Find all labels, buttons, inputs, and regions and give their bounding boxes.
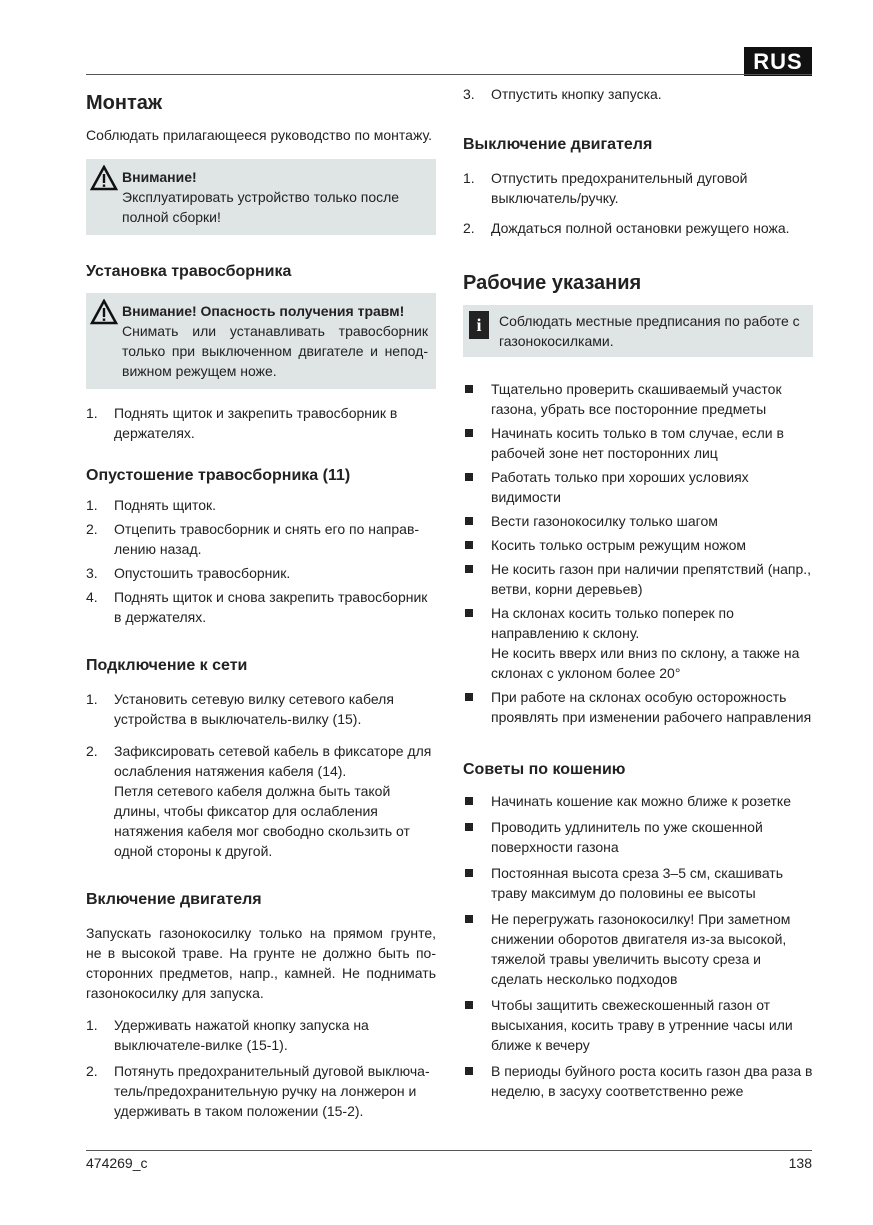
list-item: 1. Поднять щиток и закрепить травосборник в держателях. bbox=[86, 405, 398, 441]
section-title-vyklyuchenie: Выключение двигателя bbox=[463, 136, 653, 153]
list-item: 1. Удерживать нажатой кнопку запуска на выключателе-вилке (15-1). bbox=[86, 1017, 369, 1053]
list-item: Работать только при хороших условиях видимости bbox=[463, 467, 813, 507]
left-column bbox=[86, 84, 436, 1121]
section-title-podklyuchenie: Подключение к сети bbox=[86, 657, 248, 674]
opustoshenie-steps bbox=[86, 495, 436, 627]
list-item: Начинать косить только в том случае, если в рабочей зоне нет посторонних лиц bbox=[463, 423, 813, 463]
sovety-bullets bbox=[463, 791, 813, 1101]
list-item: Тщательно проверить скашиваемый участок газона, убрать все посторонние предметы bbox=[463, 379, 813, 419]
list-item: Начинать кошение как можно ближе к розетке bbox=[463, 791, 813, 811]
header-rule bbox=[86, 74, 812, 75]
vklyuchenie-steps-cont bbox=[463, 84, 813, 104]
section-title-vklyuchenie: Включение двигателя bbox=[86, 891, 262, 908]
right-column bbox=[463, 84, 813, 1101]
doc-id: 474269_c bbox=[86, 1155, 148, 1171]
info-icon: i bbox=[469, 311, 489, 339]
list-item: 2. Потянуть предохранительный дуговой выключатель/предохранительную ручку на лонжерон и удерживать в таком положении (15-2). bbox=[86, 1063, 430, 1119]
list-item: 4. Поднять щиток и снова закрепить травосборник в держателях. bbox=[86, 589, 428, 625]
warning-box-montazh bbox=[86, 159, 436, 235]
footer-rule bbox=[86, 1150, 812, 1151]
section-title-ustanovka: Установка травосборника bbox=[86, 263, 292, 280]
list-item: В периоды буйного роста косить газон два раза в неделю, в засуху соответственно реже bbox=[463, 1061, 813, 1101]
list-item: 3. Отпустить кнопку запуска. bbox=[463, 86, 662, 102]
section-title-montazh: Монтаж bbox=[86, 92, 163, 114]
list-item: Постоянная высота среза 3–5 см, скашивать траву максимум до половины ее высоты bbox=[463, 863, 813, 903]
warning-triangle-icon bbox=[90, 299, 118, 325]
section-title-sovety: Советы по кошению bbox=[463, 761, 626, 778]
info-box bbox=[463, 305, 813, 357]
warning-title: Внимание! Опасность получения травм! bbox=[122, 303, 405, 319]
list-item: Косить только острым режущим ножом bbox=[463, 535, 813, 555]
list-item: Чтобы защитить свежескошенный газон от высыхания, косить траву в утренние часы или ближе к вечеру bbox=[463, 995, 813, 1055]
list-item: 2. Отцепить травосборник и снять его по направлению назад. bbox=[86, 521, 420, 557]
list-item: Вести газонокосилку только шагом bbox=[463, 511, 813, 531]
warning-box-ustanovka bbox=[86, 293, 436, 389]
list-item: 3. Опустошить травосборник. bbox=[86, 565, 291, 581]
section-title-rabochie: Рабочие указания bbox=[463, 272, 642, 294]
ustanovka-steps bbox=[86, 403, 436, 443]
list-item: 2. Дождаться полной остановки режущего ножа. bbox=[463, 220, 790, 236]
list-item: На склонах косить только поперек по направлению к склону. Не косить вверх или вниз по склону, а также на склонах с уклоном более 20° bbox=[463, 603, 813, 683]
warning-title: Внимание! bbox=[122, 169, 197, 185]
page-number: 138 bbox=[788, 1155, 812, 1171]
podklyuchenie-steps bbox=[86, 689, 436, 861]
montazh-text: Соблюдать прилагающееся руководство по монтажу. bbox=[86, 127, 432, 143]
list-item: 1. Поднять щиток. bbox=[86, 497, 217, 513]
list-item: Проводить удлинитель по уже скошенной поверхности газона bbox=[463, 817, 813, 857]
list-item: Не косить газон при наличии препятствий (напр., ветви, корни деревьев) bbox=[463, 559, 813, 599]
list-item: Не перегружать газонокосилку! При заметном снижении оборотов двигателя из-за высокой, тяжелой травы увеличить высоту среза и сделать несколько подходов bbox=[463, 909, 813, 989]
section-title-opustoshenie: Опустошение травосборника (11) bbox=[86, 467, 351, 484]
vklyuchenie-steps bbox=[86, 1015, 436, 1121]
language-badge: RUS bbox=[744, 47, 812, 76]
vyklyuchenie-steps bbox=[463, 168, 813, 238]
list-item: 1. Отпустить предохранительный дуговой выключатель/ручку. bbox=[463, 170, 748, 206]
list-item: 2. Зафиксировать сетевой кабель в фиксаторе для ослабления натяжения кабеля (14). Петля сетевого кабеля должна быть такой длины, чтобы фиксатор для ослабления натяжения кабеля мог свободно скользить от одной стороны к другой. bbox=[86, 743, 432, 859]
vklyuchenie-text: Запускать газонокосилку только на прямом грунте, не в высокой траве. На грунте не должно быть посторонних предметов, напр., камней. Не поднимать газонокосилку для запуска. bbox=[86, 925, 436, 1001]
info-text: Соблюдать местные предписания по работе с газонокосилками. bbox=[499, 313, 800, 349]
list-item: 1. Установить сетевую вилку сетевого кабеля устройства в выключатель-вилку (15). bbox=[86, 691, 394, 727]
rabochie-bullets bbox=[463, 379, 813, 727]
list-item: При работе на склонах особую осторожность проявлять при изменении рабочего направления bbox=[463, 687, 813, 727]
warning-text: Снимать или устанавливать травосборник только при выключенном двигателе и неподвижном режущем ноже. bbox=[122, 323, 428, 379]
warning-triangle-icon bbox=[90, 165, 118, 191]
warning-text: Эксплуатировать устройство только после полной сборки! bbox=[122, 189, 400, 225]
